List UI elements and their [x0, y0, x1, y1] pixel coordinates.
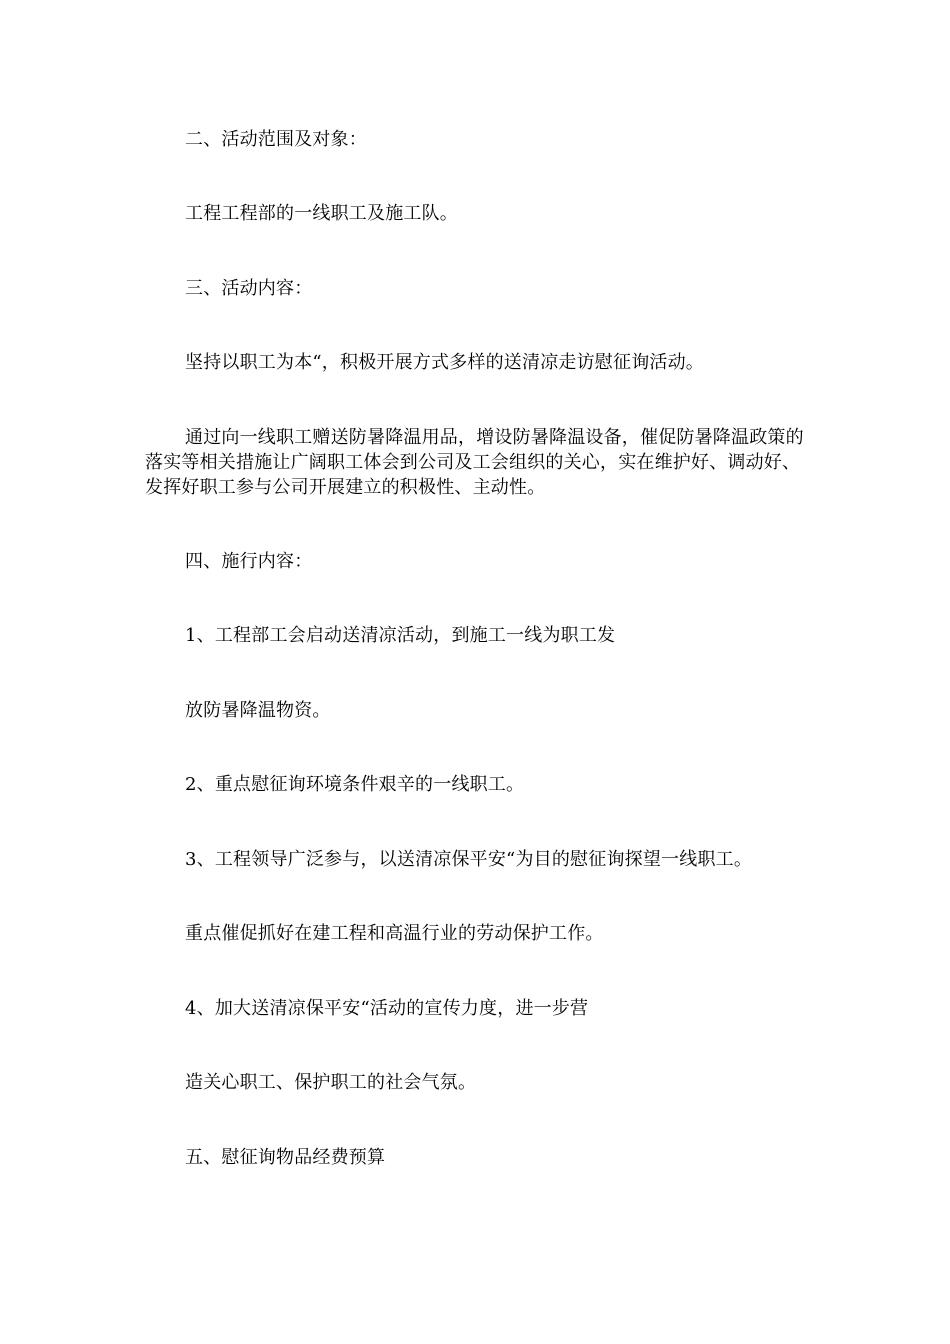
section-heading-implementation: 四、施行内容： — [185, 551, 313, 572]
section-heading-content: 三、活动内容： — [185, 278, 313, 299]
list-item-3-continued: 重点催促抓好在建工程和高温行业的劳动保护工作。 — [185, 923, 604, 944]
list-item-2: 2、重点慰征询环境条件艰辛的一线职工。 — [185, 774, 525, 795]
list-item-1: 1、工程部工会启动送清凉活动，到施工一线为职工发 — [185, 625, 616, 646]
paragraph-scope-text: 工程工程部的一线职工及施工队。 — [185, 203, 458, 224]
section-heading-scope: 二、活动范围及对象： — [185, 129, 367, 150]
paragraph-content-measures: 通过向一线职工赠送防暑降温用品，增设防暑降温设备，催促防暑降温政策的落实等相关措施让广阔职工体会到公司及工会组织的关心，实在维护好、调动好、发挥好职工参与公司开展建立的积极性、主动性。 — [145, 427, 804, 498]
paragraph-content-principle: 坚持以职工为本“，积极开展方式多样的送清凉走访慰征询活动。 — [185, 352, 704, 373]
section-heading-budget: 五、慰征询物品经费预算 — [185, 1147, 386, 1168]
list-item-1-continued: 放防暑降温物资。 — [185, 700, 331, 721]
list-item-4: 4、加大送清凉保平安“活动的宣传力度，进一步营 — [185, 998, 589, 1019]
list-item-4-continued: 造关心职工、保护职工的社会气氛。 — [185, 1072, 477, 1093]
list-item-3: 3、工程领导广泛参与，以送清凉保平安“为目的慰征询探望一线职工。 — [185, 849, 753, 870]
